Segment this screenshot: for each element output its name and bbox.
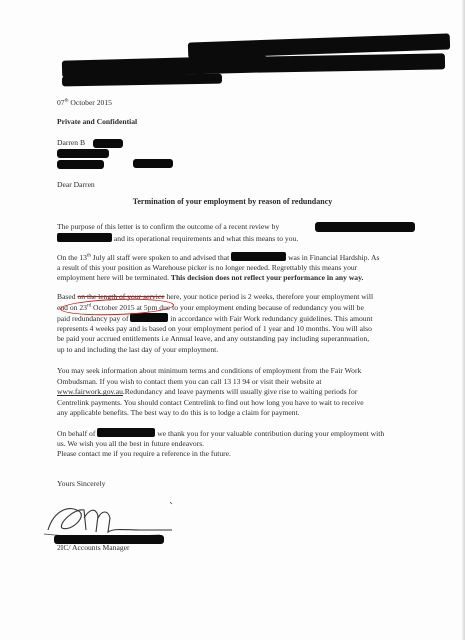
redacted-recipient-surname	[93, 139, 123, 148]
p3-text-3b: in accordance with Fair Work redundancy guidelines. This amount	[170, 314, 373, 324]
p1-text-1: The purpose of this letter is to confirm the outcome of a recent review by	[57, 222, 280, 231]
signer-title: 2IC/ Accounts Manager	[57, 543, 130, 552]
p1-text-2: and its operational requirements and what this means to you.	[113, 233, 299, 243]
p4-line-3	[57, 387, 429, 398]
p3-text-1c: here, your notice period is 2 weeks, therefore your employment will	[164, 292, 374, 301]
date-rest: October 2015	[68, 98, 112, 107]
redacted-company-name-2	[315, 222, 415, 232]
paragraph-hardship	[57, 252, 429, 284]
redacted-company-name	[57, 233, 112, 242]
salutation: Dear Darren	[57, 180, 95, 189]
p4-line-4: Centrelink payments. You should contact Centrelink to find out how long you have to wait to receive	[57, 397, 364, 407]
p3-text-2b: on 23	[69, 302, 87, 312]
p4-line-1: You may seek information about minimum terms and conditions of employment from the Fair Work	[57, 366, 362, 375]
p2-line-2: a result of this your position as Warehouse picker is no longer needed. Regrettably this means your	[57, 262, 358, 272]
paragraph-thanks	[57, 428, 429, 460]
recipient-name: Darren B	[57, 138, 86, 147]
p2-line-3	[57, 273, 429, 284]
p4-line-2: Ombudsman. If you wish to contact them you can call 13 13 94 or visit their website at	[57, 376, 322, 386]
p2-sup: th	[86, 253, 91, 259]
p2-text-1c: was in Financial Hardship. As	[288, 253, 380, 262]
confidential-heading: Private and Confidential	[57, 117, 138, 126]
p2-text-1a: On the 13	[57, 253, 87, 262]
p3-line-5: be paid your accrued entitlements i.e Annual leave, and any outstanding pay including superannuation,	[57, 334, 370, 344]
letter-subject: Termination of your employment by reason of redundancy	[132, 197, 333, 206]
redacted-letterhead-4	[62, 74, 222, 87]
p3-text-2a: end	[57, 302, 70, 312]
p3-line-4: represents 4 weeks pay and is based on your employment period of 1 year and 10 months. You will also	[57, 323, 372, 333]
p3-text-2c: October 2015 at 5pm	[91, 302, 158, 312]
p5-line-3: Please contact me if you require a reference in the future.	[57, 449, 231, 459]
redacted-letterhead-3	[255, 53, 445, 72]
p5-text-1a: On behalf of	[57, 429, 96, 438]
fairwork-link[interactable]: www.fairwork.gov.au	[57, 387, 123, 397]
closing: Yours Sincerely	[57, 479, 106, 488]
p4-text-3b: .Redundancy and leave payments will usually give rise to waiting periods for	[122, 387, 358, 397]
p3-text-2d: due to your employment ending because of redundancy you will be	[157, 302, 364, 312]
redacted-company-name-4	[97, 428, 155, 437]
redacted-address-line-3	[133, 159, 173, 168]
p3-text-1a: Based	[57, 292, 78, 301]
date-suffix: th	[64, 98, 69, 104]
p3-sup: rd	[86, 303, 92, 309]
p3-text-1b-struck: on the length of your service	[77, 292, 165, 301]
p3-line-6: up to and including the last day of your employment.	[57, 344, 219, 354]
p2-line-1	[57, 252, 429, 263]
p5-line-2: us. We wish you all the best in future endeavors.	[57, 438, 205, 448]
redacted-company-name-3	[231, 252, 286, 261]
p5-line-1	[57, 428, 429, 439]
p2-text-3b-bold: This decision does not reflect your performance in any way.	[170, 273, 364, 283]
p2-text-3a: employment here will be terminated.	[57, 273, 171, 283]
redacted-address-line-1	[57, 149, 109, 158]
redacted-redundancy-amount	[130, 313, 168, 322]
date-day: 07	[57, 98, 65, 107]
letter-date	[57, 98, 112, 109]
p2-text-1b: July all staff were spoken to and advised that	[90, 253, 230, 262]
paragraph-fair-work	[57, 366, 429, 419]
redacted-address-line-2	[57, 160, 104, 169]
p1-line-2	[57, 233, 429, 244]
p4-line-5: any applicable benefits. The best way to do this is to lodge a claim for payment.	[57, 408, 300, 418]
p5-text-1b: we thank you for your valuable contribution during your employment with	[157, 429, 385, 438]
p3-text-3a: paid redundancy pay of	[57, 314, 129, 324]
